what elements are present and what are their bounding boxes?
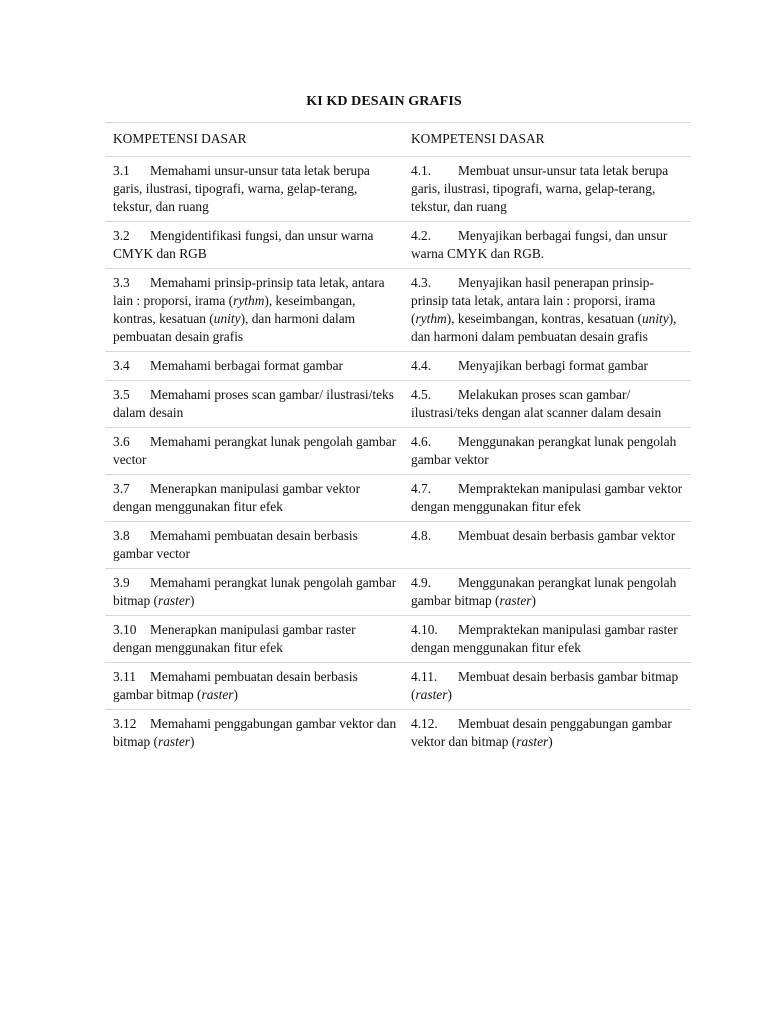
competency-text: Memahami proses scan gambar/ ilustrasi/teks dalam desain	[113, 387, 394, 420]
competency-number: 4.3.	[411, 275, 432, 290]
competency-text: )	[190, 593, 195, 608]
competency-text: Memahami prinsip-prinsip tata letak, antara lain : proporsi, irama (	[113, 275, 385, 308]
competency-4-cell	[403, 428, 691, 475]
competency-text: Menyajikan berbagai fungsi, dan unsur warna CMYK dan RGB.	[411, 228, 668, 261]
competency-number: 4.2.	[411, 228, 432, 243]
competency-text: Menggunakan perangkat lunak pengolah gambar bitmap (	[411, 575, 677, 608]
competency-text-italic: rythm	[415, 311, 447, 326]
competency-text: Membuat unsur-unsur tata letak berupa garis, ilustrasi, tipografi, warna, gelap-terang, tekstur, dan ruang	[411, 163, 669, 214]
table-row	[105, 222, 691, 269]
competency-text: Membuat desain penggabungan gambar vektor dan bitmap (	[411, 716, 672, 749]
competency-number: 3.2	[113, 228, 130, 243]
competency-number: 3.12	[113, 716, 137, 731]
competency-4-cell	[403, 269, 691, 352]
competency-4-cell	[403, 475, 691, 522]
competency-number: 4.8.	[411, 528, 432, 543]
competency-number: 3.11	[113, 669, 136, 684]
competency-3-cell	[105, 157, 403, 222]
competency-3-cell	[105, 522, 403, 569]
competency-4-cell	[403, 663, 691, 710]
column-header-right: KOMPETENSI DASAR	[403, 123, 691, 157]
competency-4-cell	[403, 710, 691, 757]
competency-3-cell	[105, 269, 403, 352]
competency-text: ), keseimbangan, kontras, kesatuan (	[446, 311, 642, 326]
competency-number: 4.11.	[411, 669, 438, 684]
competency-text: Memahami pembuatan desain berbasis gambar vector	[113, 528, 358, 561]
competency-text-italic: raster	[158, 734, 190, 749]
competency-3-cell	[105, 569, 403, 616]
competency-number: 4.6.	[411, 434, 432, 449]
table-row	[105, 352, 691, 381]
competency-text-italic: rythm	[233, 293, 265, 308]
competency-text: Menyajikan berbagi format gambar	[458, 358, 648, 373]
competency-number: 3.6	[113, 434, 130, 449]
competency-text: )	[233, 687, 238, 702]
competency-4-cell	[403, 157, 691, 222]
table-row	[105, 663, 691, 710]
competency-text: )	[531, 593, 536, 608]
competency-text-italic: raster	[516, 734, 549, 749]
competency-number: 3.8	[113, 528, 130, 543]
table-row	[105, 616, 691, 663]
table-header-row	[105, 123, 691, 157]
competency-4-cell	[403, 352, 691, 381]
competency-number: 4.7.	[411, 481, 432, 496]
competency-text-italic: raster	[499, 593, 532, 608]
table-row	[105, 569, 691, 616]
competency-text: Menerapkan manipulasi gambar vektor dengan menggunakan fitur efek	[113, 481, 361, 514]
competency-text: Melakukan proses scan gambar/ ilustrasi/teks dengan alat scanner dalam desain	[411, 387, 662, 420]
competency-text-italic: unity	[641, 311, 669, 326]
competency-text: Menerapkan manipulasi gambar raster dengan menggunakan fitur efek	[113, 622, 356, 655]
competency-number: 4.9.	[411, 575, 432, 590]
competency-4-cell	[403, 569, 691, 616]
table-row	[105, 381, 691, 428]
table-row	[105, 428, 691, 475]
competency-text: Mempraktekan manipulasi gambar raster dengan menggunakan fitur efek	[411, 622, 678, 655]
competency-4-cell	[403, 616, 691, 663]
competency-3-cell	[105, 475, 403, 522]
competency-number: 3.9	[113, 575, 130, 590]
competency-number: 4.4.	[411, 358, 432, 373]
competency-3-cell	[105, 663, 403, 710]
competency-3-cell	[105, 352, 403, 381]
competency-3-cell	[105, 616, 403, 663]
table-row	[105, 710, 691, 757]
competency-number: 4.12.	[411, 716, 438, 731]
competency-number: 3.1	[113, 163, 130, 178]
column-header-left: KOMPETENSI DASAR	[105, 123, 403, 157]
competency-4-cell	[403, 381, 691, 428]
competency-text: Memahami penggabungan gambar vektor dan bitmap (	[113, 716, 397, 749]
competency-number: 4.10.	[411, 622, 438, 637]
competency-3-cell	[105, 222, 403, 269]
table-row	[105, 269, 691, 352]
competency-text: Mempraktekan manipulasi gambar vektor dengan menggunakan fitur efek	[411, 481, 683, 514]
competency-3-cell	[105, 381, 403, 428]
table-row	[105, 522, 691, 569]
competency-4-cell	[403, 222, 691, 269]
competency-4-cell	[403, 522, 691, 569]
competency-3-cell	[105, 428, 403, 475]
table-row	[105, 157, 691, 222]
competency-text: Memahami pembuatan desain berbasis gambar bitmap (	[113, 669, 358, 702]
competency-text-italic: raster	[158, 593, 190, 608]
table-row	[105, 475, 691, 522]
competency-text: )	[190, 734, 195, 749]
competency-text-italic: raster	[201, 687, 234, 702]
competency-3-cell	[105, 710, 403, 757]
document-title: KI KD DESAIN GRAFIS	[306, 94, 462, 109]
competency-text: Membuat desain berbasis gambar vektor	[458, 528, 676, 543]
competency-text: Menyajikan hasil penerapan prinsip-prinsip tata letak, antara lain : proporsi, irama (	[411, 275, 656, 326]
competency-text: Mengidentifikasi fungsi, dan unsur warna CMYK dan RGB	[113, 228, 374, 261]
competency-text: Memahami berbagai format gambar	[150, 358, 343, 373]
competency-text: )	[447, 687, 452, 702]
competency-number: 3.10	[113, 622, 137, 637]
competency-text-italic: raster	[415, 687, 448, 702]
competency-number: 3.3	[113, 275, 130, 290]
competency-text: Memahami perangkat lunak pengolah gambar bitmap (	[113, 575, 397, 608]
competency-text: Menggunakan perangkat lunak pengolah gambar vektor	[411, 434, 677, 467]
competency-text: ), dan harmoni dalam pembuatan desain grafis	[411, 311, 677, 344]
competency-text: ), keseimbangan, kontras, kesatuan (	[113, 293, 356, 326]
competency-number: 3.4	[113, 358, 130, 373]
competency-table	[105, 122, 691, 756]
competency-text: ), dan harmoni dalam pembuatan desain grafis	[113, 311, 356, 344]
competency-number: 3.5	[113, 387, 130, 402]
competency-text-italic: unity	[213, 311, 241, 326]
competency-text: Membuat desain berbasis gambar bitmap (	[411, 669, 679, 702]
competency-number: 4.5.	[411, 387, 432, 402]
competency-text: Memahami perangkat lunak pengolah gambar vector	[113, 434, 397, 467]
competency-text: )	[548, 734, 553, 749]
competency-number: 4.1.	[411, 163, 432, 178]
competency-text: Memahami unsur-unsur tata letak berupa garis, ilustrasi, tipografi, warna, gelap-terang, tekstur, dan ruang	[113, 163, 370, 214]
competency-number: 3.7	[113, 481, 130, 496]
